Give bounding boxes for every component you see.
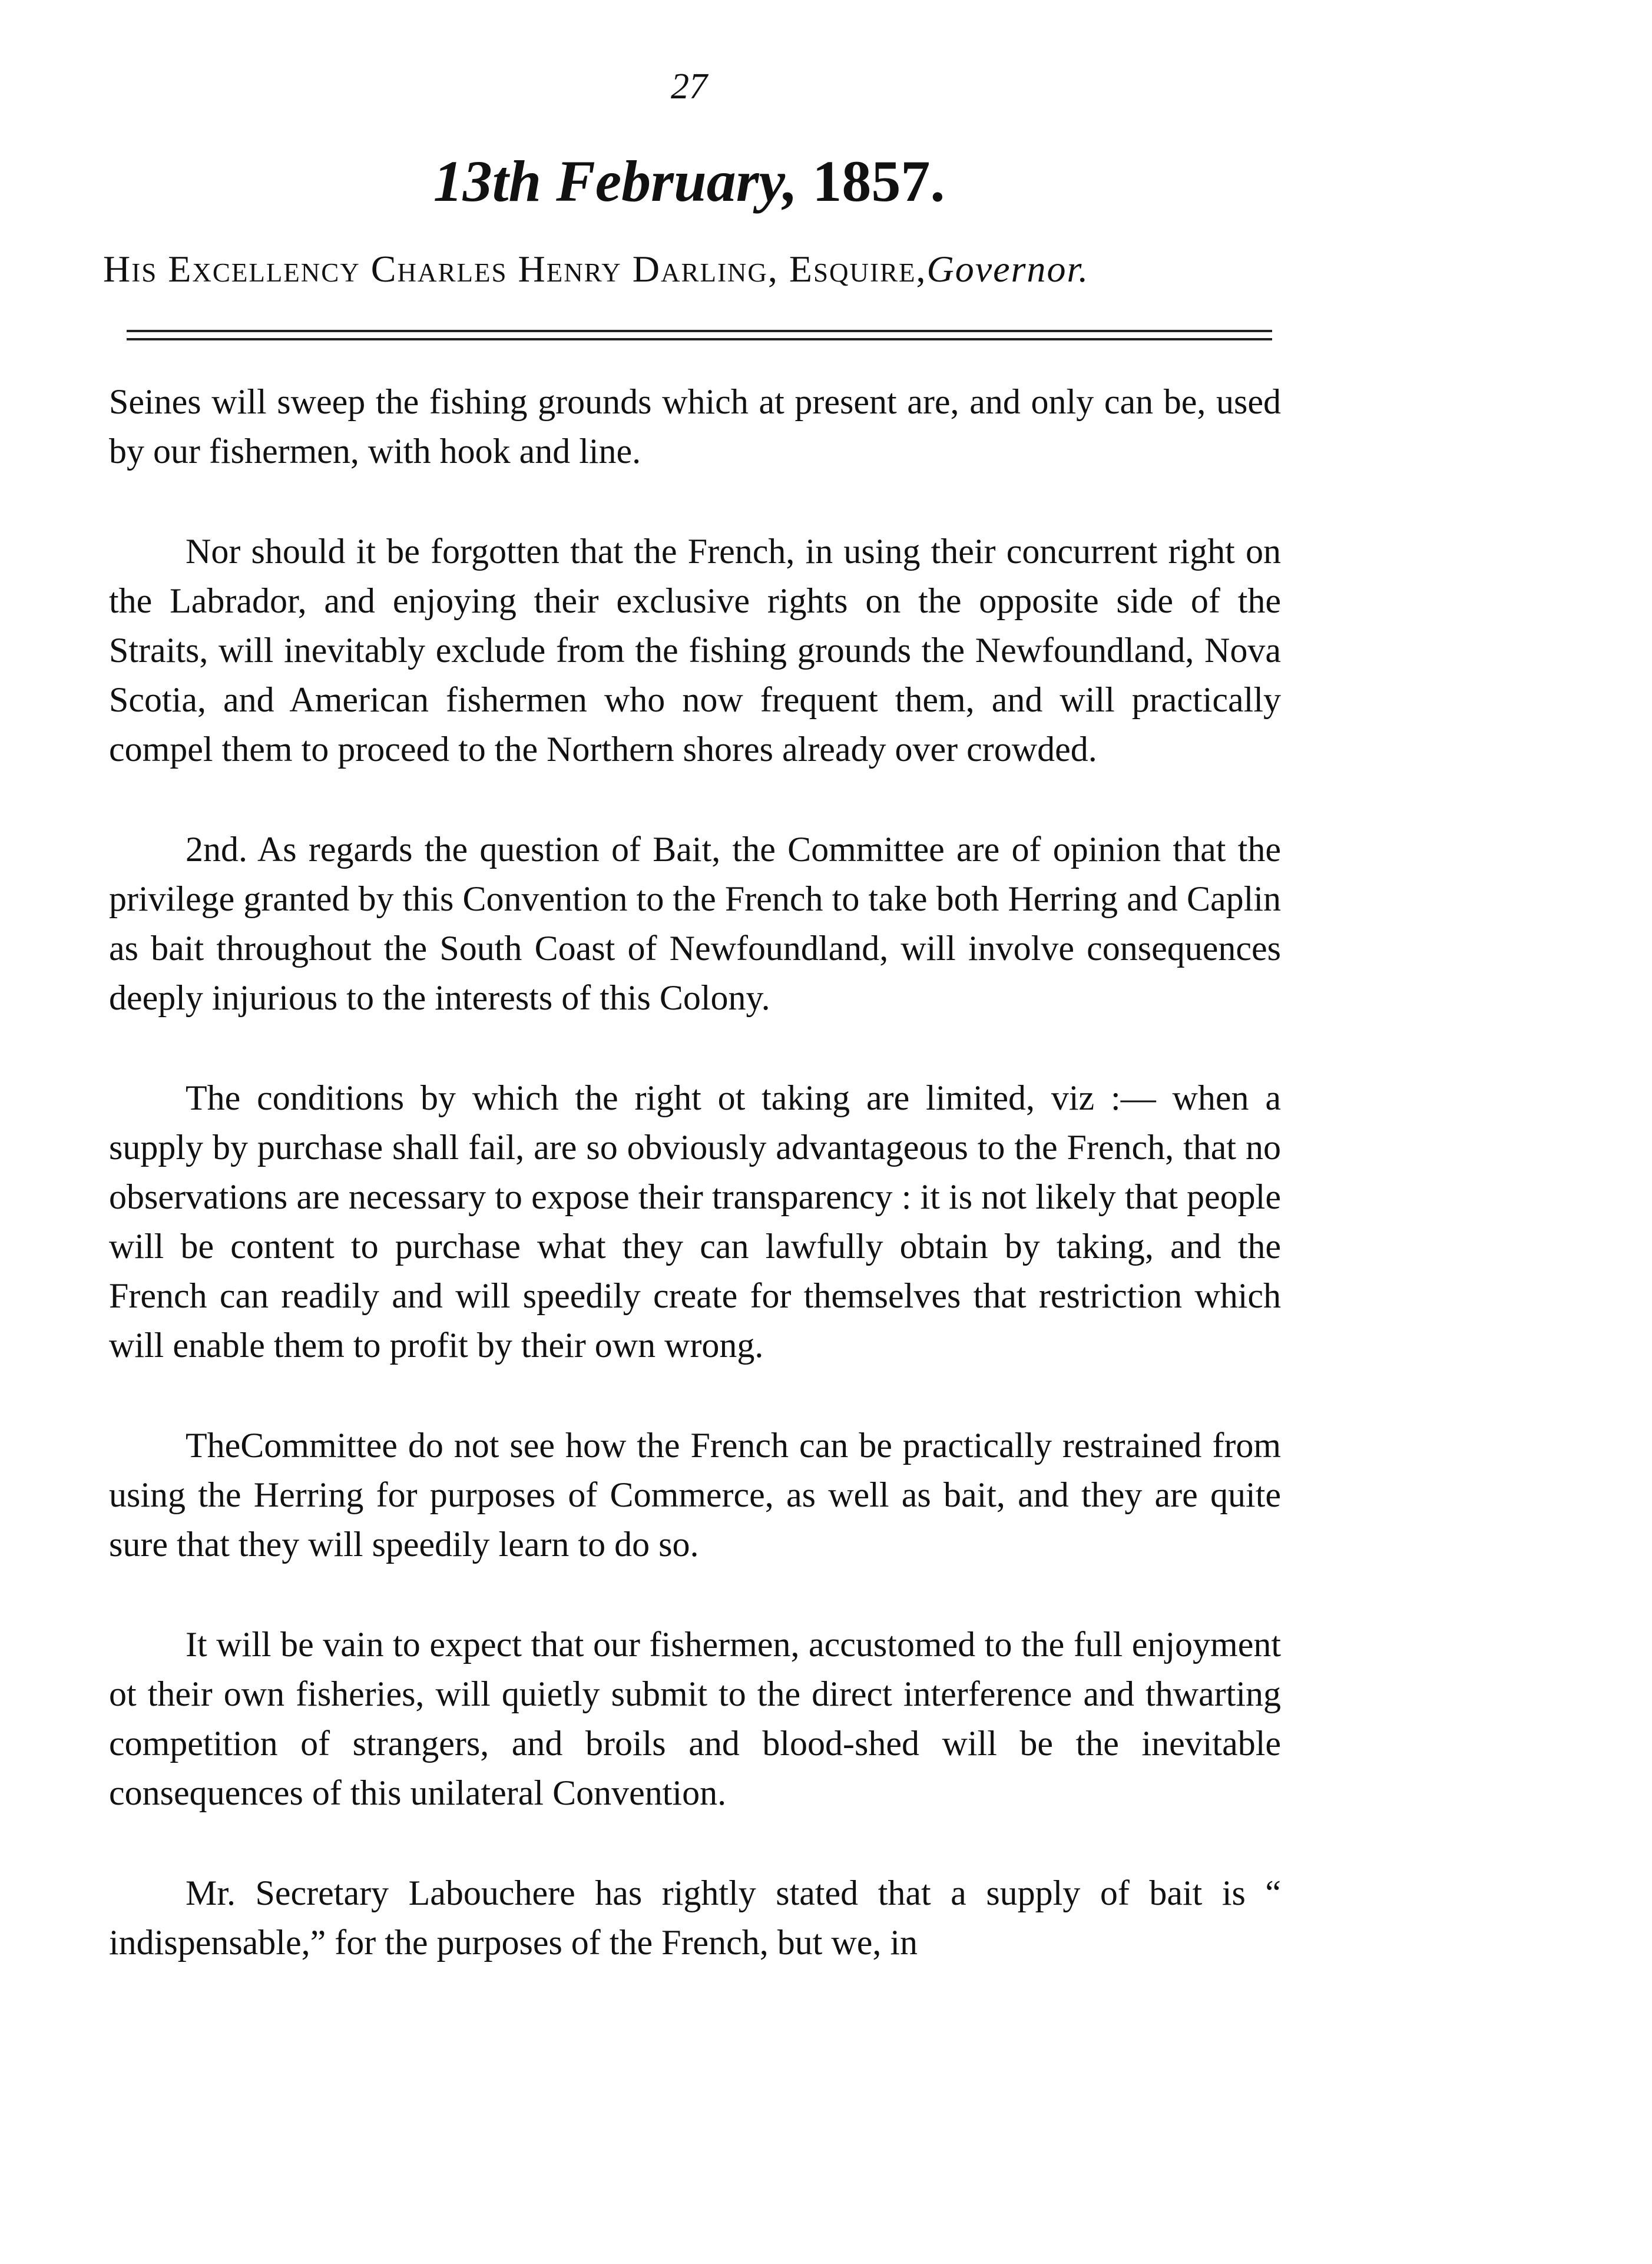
paragraph: Nor should it be forgotten that the French, in using their concurrent right on the Labrador, and enjoying their exclusive rights on the opposite side of the Straits, will inevitably exclude from the fishing grounds the Newfoundland, Nova Scotia, and American fishermen who now frequent them, and will practically compel them to proceed to the Northern shores already over crowded. [109,532,1281,769]
date-year: 1857. [812,148,945,214]
date-day: 13th [433,148,542,214]
paragraph: It will be vain to expect that our fishermen, accustomed to the full enjoyment ot their own fisheries, will quietly submit to the direct interference and thwarting competition of strangers, and broils and blood-shed will be the inevitable consequences of this unilateral Convention. [109,1625,1281,1812]
body-text [109,377,1281,2018]
date-heading [0,147,1378,215]
double-rule-divider [127,330,1272,340]
governor-name: His Excellency Charles Henry Darling, Esquire, [103,248,927,290]
page-number: 27 [671,67,707,107]
paragraph: TheCommittee do not see how the French can be practically restrained from using the Herring for purposes of Commerce, as well as bait, and they are quite sure that they will speedily learn to do so. [109,1426,1281,1564]
governor-title: Governor. [926,248,1090,290]
paragraph: Seines will sweep the fishing grounds which at present are, and only can be, used by our fishermen, with hook and line. [109,382,1281,471]
paragraph: The conditions by which the right ot taking are limited, viz :— when a supply by purchase shall fail, are so obviously advantageous to the French, that no observations are necessary to expose their transparency : it is not likely that people will be content to purchase what they can lawfully obtain by taking, and the French can readily and will speedily create for themselves that restriction which will enable them to profit by their own wrong. [109,1078,1281,1365]
paragraph: 2nd. As regards the question of Bait, the Committee are of opinion that the privilege granted by this Convention to the French to take both Herring and Caplin as bait throughout the South Coast of Newfoundland, will involve consequences deeply injurious to the interests of this Colony. [109,830,1281,1017]
date-month: February, [556,148,798,214]
paragraph: Mr. Secretary Labouchere has rightly stated that a supply of bait is “ indispensable,” for the purposes of the French, but we, in [109,1874,1281,1962]
governor-line [103,247,1281,291]
